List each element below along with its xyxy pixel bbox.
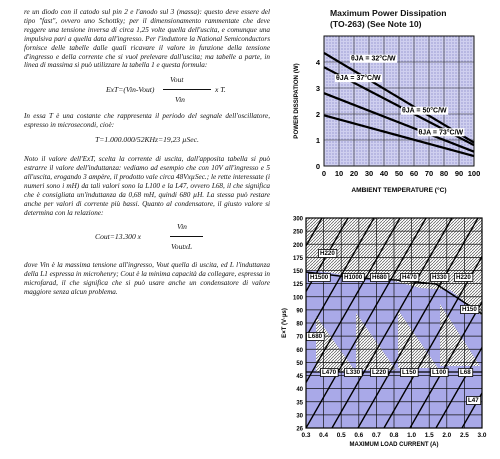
region-label: L680 [308,333,323,340]
x-tick-label: 2.0 [442,432,452,439]
equation-period: T=1.000.000/52KHz=19,23 µSec. [95,135,199,145]
y-tick-label: 3 [315,84,320,93]
series-label-1: θJA = 37°C/W [336,75,381,83]
ext-vs-load-current-chart [280,212,498,448]
x-tick-label: 0.6 [354,432,364,439]
x-tick-label: 60 [409,169,419,178]
region-label: H1500 [310,274,329,281]
x-tick-label: 2.5 [459,432,469,439]
paragraph-4: dove Vin è la massima tensione all'ingresso, Vout quella di uscita, ed L l'induttanza della L1 espressa in microhenry; Cout è la minima capacità da collegare, espressa in microfarad, il che significa che si può usare anche un condensatore di valore maggiore senza alcun problema. [24,261,270,297]
region-label: L100 [432,369,447,376]
y-tick-label: 125 [292,282,303,289]
paragraph-1: re un diodo con il catodo sul pin 2 e l'anodo sul 3 (massa): questo deve essere del tipo "fast", ovvero uno Schottky; per il dimensionamento rammentate che deve reggere una tensione inversa di circa 1,25 volte quella dell'uscita, e comunque una impulsiva pari a quella data all'ingresso. Per l'induttore la National Semiconductors fornisce delle tabelle dalle quali ricavare il valore in funzione della tensione d'ingresso e della corrente che si vuol prelevare dall'uscita; ma tabelle a parte, in linea di massima si può utilizzare la tabella 1 e questa formula: [24,8,270,70]
series-label-2: θJA = 50°C/W [402,107,447,115]
y-tick-label: 40 [296,387,303,394]
paragraph-2: In essa T è una costante che rappresenta il periodo del segnale dell'oscillatore, espresso in microsecondi, cioè: [24,112,270,130]
x-tick-label: 100 [467,169,481,178]
chart-subtitle: (TO-263) (See Note 10) [330,19,422,29]
region-label: L47 [468,397,479,404]
region-label: L150 [402,369,417,376]
y-tick-label: 35 [296,400,303,407]
region-label: L470 [322,369,337,376]
y-tick-label: 300 [292,216,303,223]
y-tick-label: 90 [296,308,303,315]
article-text-column [24,8,270,303]
y-tick-label: 4 [315,58,320,67]
x-tick-label: 90 [454,169,464,178]
region-label: H220 [456,274,471,281]
y-tick-label: 60 [296,347,303,354]
y-tick-label: 80 [296,321,303,328]
region-label: H150 [462,306,477,313]
equation-ext-numerator: Vout [170,75,184,85]
equation-cout-lhs: Cout=13.300 x [95,232,142,242]
x-tick-label: 0.3 [301,432,311,439]
region-label: H470 [402,274,417,281]
y-tick-label: 250 [292,229,303,236]
region-label: H330 [432,274,447,281]
region-label: L330 [346,369,361,376]
fraction-bar [163,89,211,90]
y-tick-label: 1 [315,136,320,145]
x-axis-label: AMBIENT TEMPERATURE (°C) [351,187,447,194]
x-tick-label: 40 [379,169,389,178]
y-tick-label: 26 [296,426,303,433]
boundary-diagonal [488,218,498,428]
x-tick-label: 0.7 [371,432,381,439]
region-label: H220 [320,250,335,257]
region-label: L220 [372,369,387,376]
series-label-3: θJA = 73°C/W [418,129,464,137]
y-tick-label: 200 [292,242,303,249]
x-tick-label: 1.5 [424,432,434,439]
region-label: H680 [372,274,387,281]
x-tick-label: 50 [394,169,404,178]
paragraph-3: Noto il valore dell'ExT, scelta la corrente di uscita, dall'apposita tabella si può estrarre il valore dell'induttanza: vediamo ad esempio che con 10V all'ingresso e 5 all'uscita, erogando 3 ampère, il prodotto vale circa 48VxµSec.; le rette interessate (i numeri sono i mH) da tali valori sono la L100 e la L47, ovvero L68, il che significa che è consigliata un'induttanza da 0,68 mH, quindi 680 µH. La stessa può restare anche per valori di corrente più bassi. Quanto al condensatore, il giusto valore si determina con la relazione: [24,155,270,217]
equation-ext-denominator: Vin [175,95,185,105]
y-axis-label: POWER DISSIPATION (W) [293,63,300,139]
y-tick-label: 30 [296,413,303,420]
fraction-bar [170,236,203,237]
y-tick-label: 175 [292,255,303,262]
series-label-0: θJA = 32°C/W [351,55,396,63]
y-tick-label: 100 [292,295,303,302]
chart-title: Maximum Power Dissipation [330,8,447,18]
y-tick-label: 70 [296,334,303,341]
equation-cout-numerator: Vin [177,222,187,232]
equation-cout-denominator: VoutxL [171,242,193,252]
y-tick-label: 50 [296,360,303,367]
x-tick-label: 3.0 [477,432,487,439]
y-tick-label: 0 [315,162,320,171]
y-tick-label: 45 [296,374,303,380]
x-axis-label: MAXIMUM LOAD CURRENT (A) [349,442,439,448]
y-axis-label: E×T (V·µs) [282,308,288,338]
equation-ext-rhs: x T. [215,85,226,95]
x-tick-label: 70 [424,169,434,178]
region-label: L68 [460,369,471,376]
x-tick-label: 1.0 [407,432,417,439]
x-tick-label: 0.4 [319,432,329,439]
x-tick-label: 10 [334,169,344,178]
y-tick-label: 2 [315,110,320,119]
x-tick-label: 0.8 [389,432,399,439]
x-tick-label: 0.5 [336,432,346,439]
x-tick-label: 20 [349,169,359,178]
equation-ext [24,76,270,106]
equation-ext-lhs: ExT=(Vin-Vout) [106,85,155,95]
x-tick-label: 0 [321,169,327,178]
x-tick-label: 80 [439,169,449,178]
y-tick-label: 150 [292,269,303,275]
x-tick-label: 30 [364,169,374,178]
region-label: H1000 [344,274,363,281]
power-dissipation-chart [284,30,500,212]
equation-cout [24,223,270,253]
